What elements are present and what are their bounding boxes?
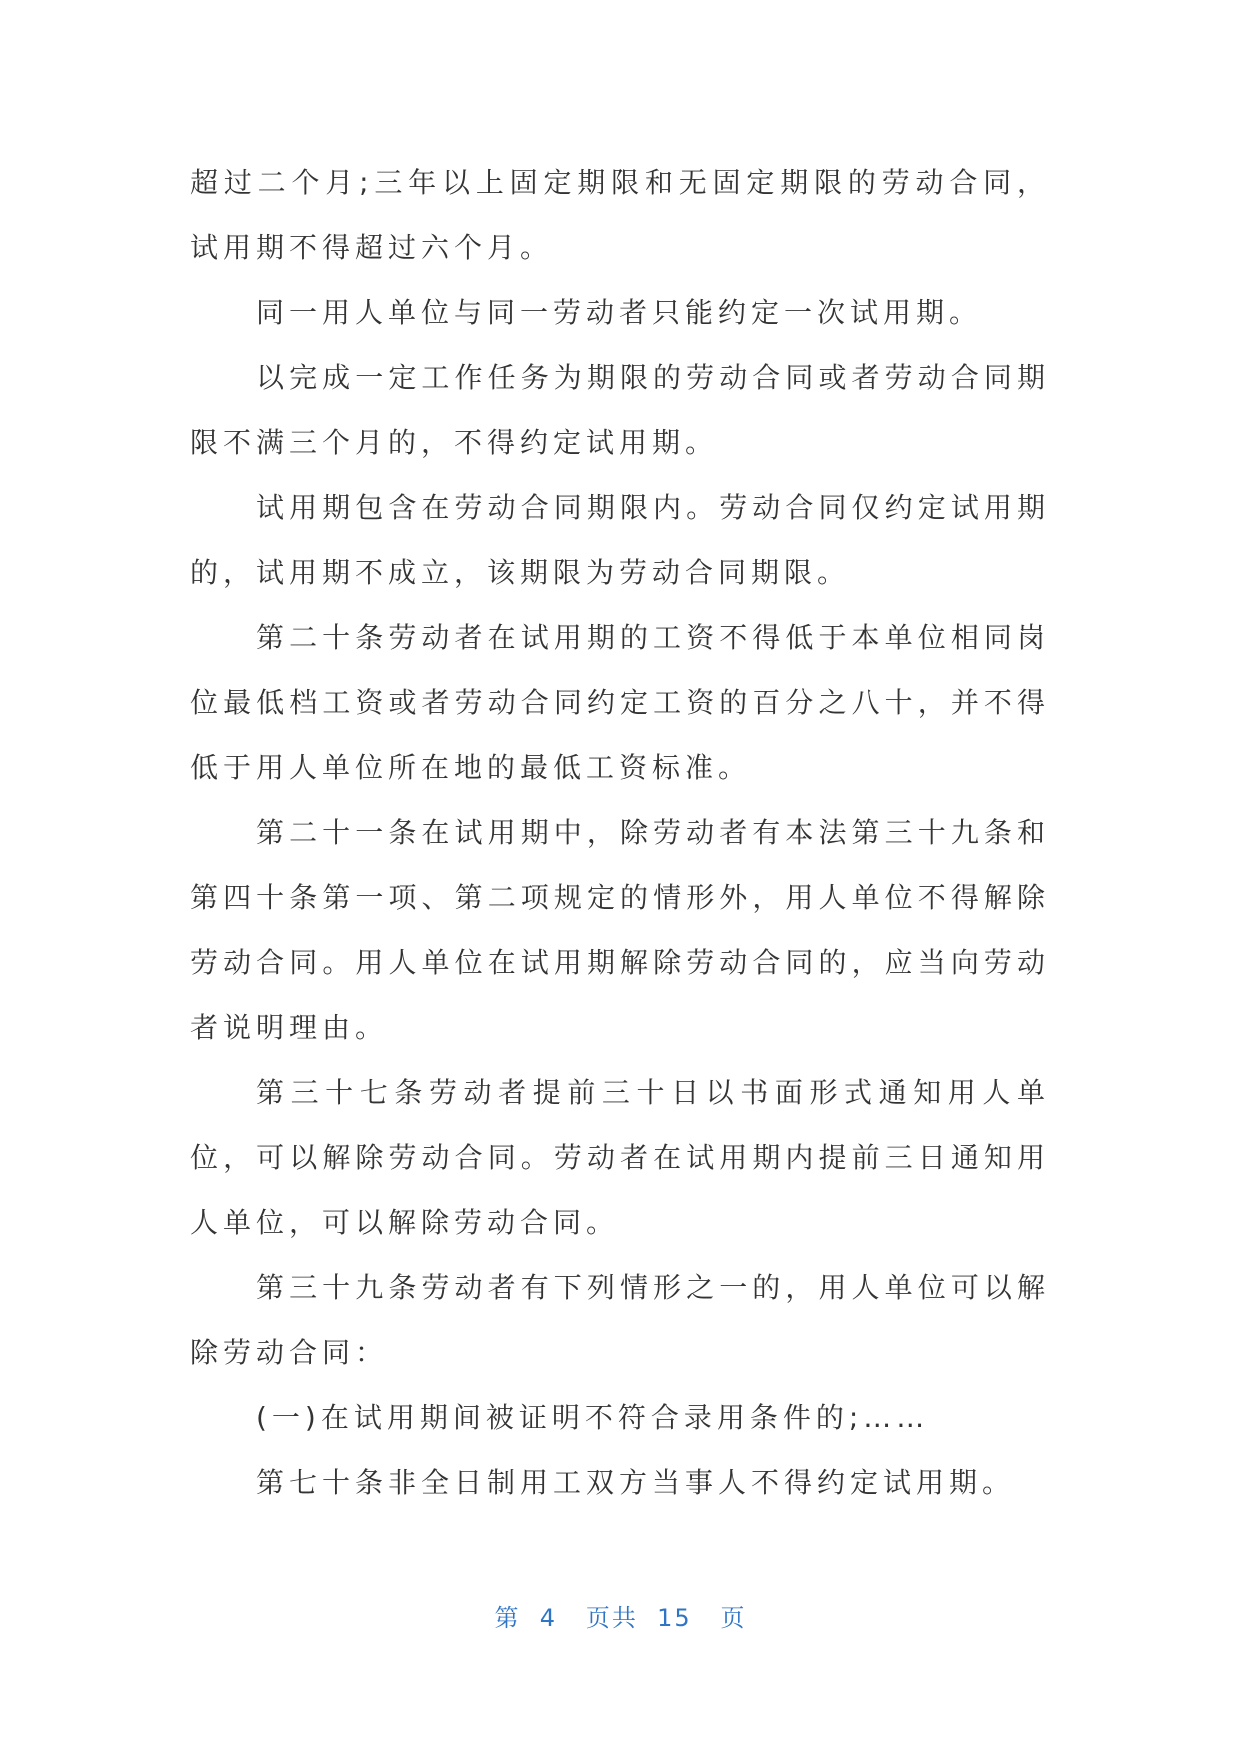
paragraph-list-item: (一)在试用期间被证明不符合录用条件的;…… — [256, 1401, 930, 1434]
paragraph-continuation: 超过二个月;三年以上固定期限和无固定期限的劳动合同，试用期不得超过六个月。 — [190, 166, 1050, 264]
paragraph: 同一用人单位与同一劳动者只能约定一次试用期。 — [256, 296, 983, 329]
paragraph-article-39: 第三十九条劳动者有下列情形之一的，用人单位可以解除劳动合同： — [190, 1271, 1050, 1369]
paragraph-article-70: 第七十条非全日制用工双方当事人不得约定试用期。 — [256, 1466, 1016, 1499]
paragraph: 以完成一定工作任务为期限的劳动合同或者劳动合同期限不满三个月的，不得约定试用期。 — [190, 361, 1050, 459]
paragraph-article-20: 第二十条劳动者在试用期的工资不得低于本单位相同岗位最低档工资或者劳动合同约定工资的百分之八十，并不得低于用人单位所在地的最低工资标准。 — [190, 621, 1050, 784]
paragraph-article-37: 第三十七条劳动者提前三十日以书面形式通知用人单位，可以解除劳动合同。劳动者在试用期内提前三日通知用人单位，可以解除劳动合同。 — [190, 1076, 1050, 1239]
paragraph: 试用期包含在劳动合同期限内。劳动合同仅约定试用期的，试用期不成立，该期限为劳动合同期限。 — [190, 491, 1050, 589]
paragraph-article-21: 第二十一条在试用期中，除劳动者有本法第三十九条和第四十条第一项、第二项规定的情形外，用人单位不得解除劳动合同。用人单位在试用期解除劳动合同的，应当向劳动者说明理由。 — [190, 816, 1050, 1044]
document-body — [190, 150, 1050, 1515]
page-number-footer: 第 4 页共 15 页 — [494, 1604, 747, 1632]
